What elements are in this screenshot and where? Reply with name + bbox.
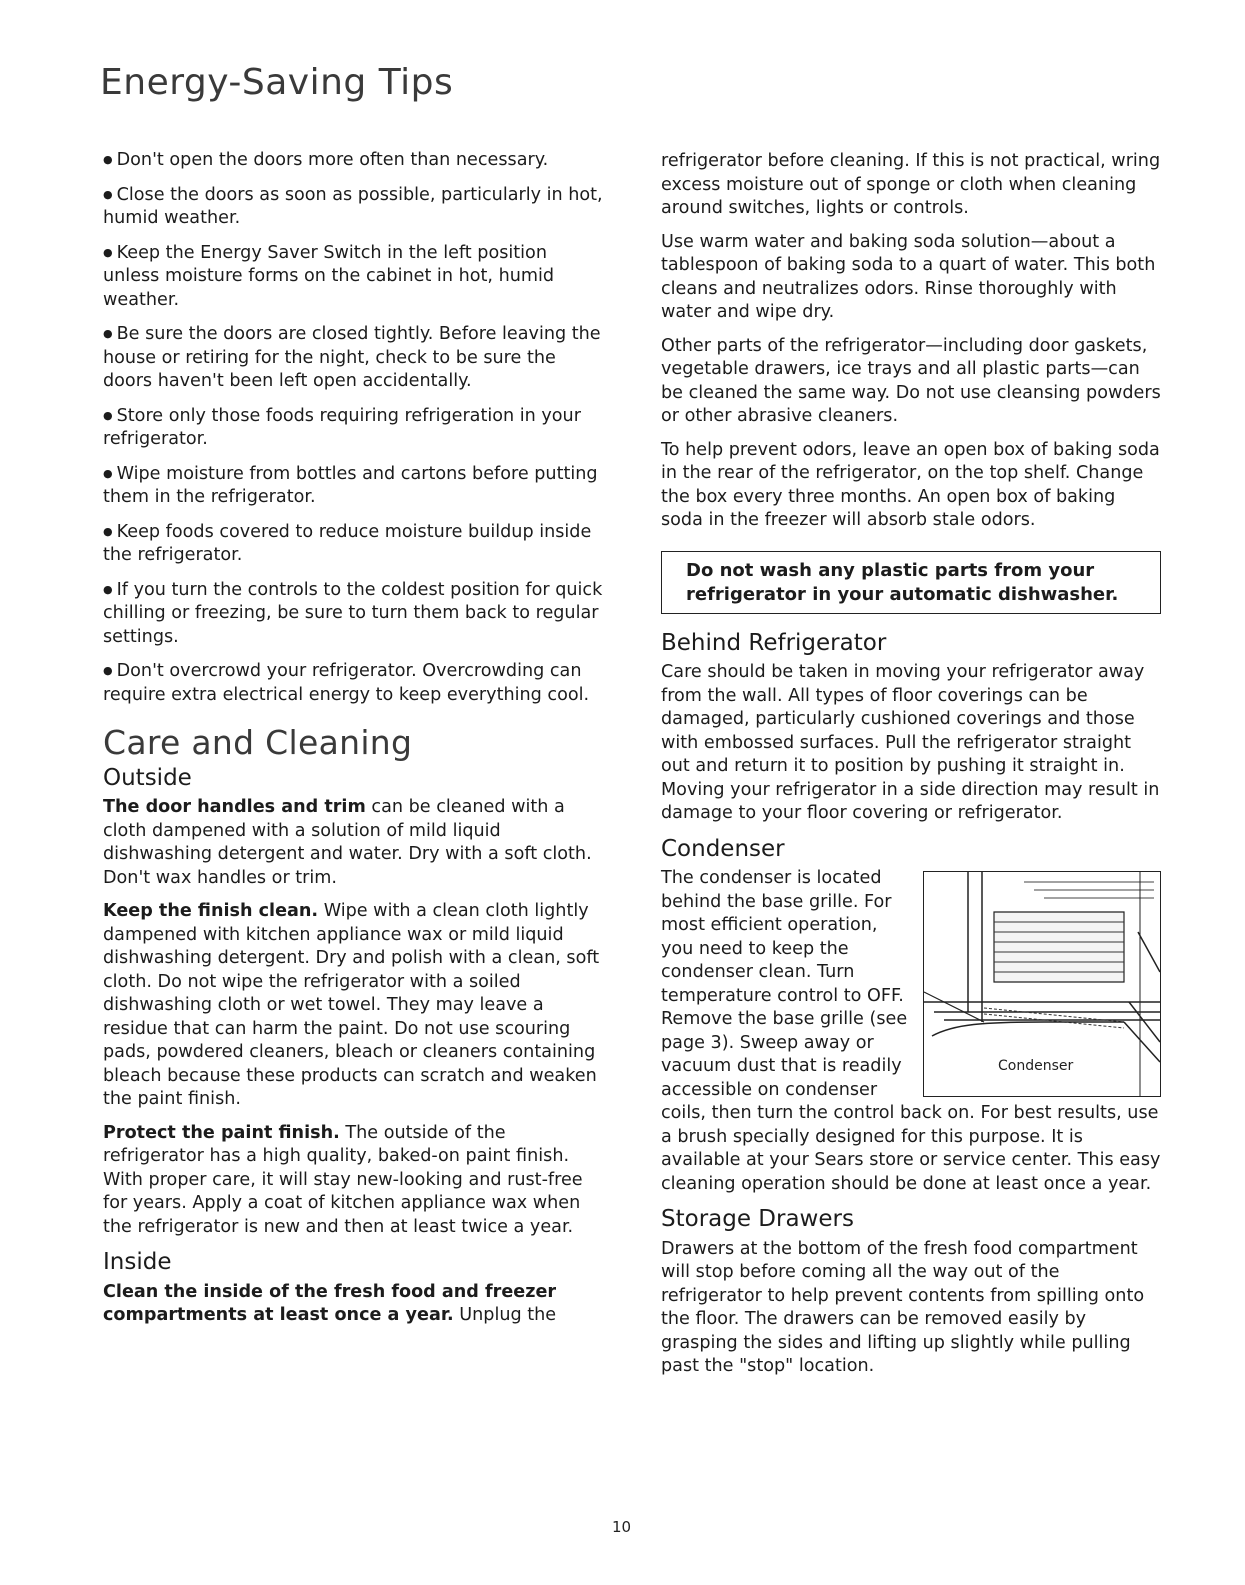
outside-paragraph-handles: The door handles and trim can be cleaned with a cloth dampened with a solution of mild liquid dishwashing detergent and water. Dry with a soft cloth. Don't wax handles or trim. — [103, 797, 592, 888]
left-column — [103, 148, 603, 1338]
page-title: Energy-Saving Tips — [100, 62, 454, 103]
bullet-icon: ● — [103, 466, 113, 480]
list-item: ● Don't overcrowd your refrigerator. Overcrowding can require extra electrical energy to keep everything cool. — [103, 661, 590, 705]
bullet-icon: ● — [103, 582, 113, 596]
bullet-icon: ● — [103, 664, 113, 677]
inside-paragraph-continued: refrigerator before cleaning. If this is not practical, wring excess moisture out of sponge or cloth when cleaning around switches, lights or controls. — [661, 151, 1161, 218]
bullet-icon: ● — [103, 245, 113, 259]
storage-drawers-text: Drawers at the bottom of the fresh food compartment will stop before coming all the way out of the refrigerator to help prevent contents from spilling onto the floor. The drawers can be removed easily by grasping the sides and lifting up slightly while pulling past the "stop" location. — [661, 1238, 1145, 1376]
outside-paragraph-paint: Protect the paint finish. The outside of the refrigerator has a high quality, baked-on paint finish. With proper care, it will stay new-looking and rust-free for years. Apply a coat of kitchen appliance wax when the refrigerator is new and then at least twice a year. — [103, 1122, 583, 1237]
condenser-heading: Condenser — [661, 835, 785, 862]
bullet-icon: ● — [103, 187, 113, 201]
list-item: ● Keep the Energy Saver Switch in the left position unless moisture forms on the cabinet in hot, humid weather. — [103, 242, 555, 310]
dishwasher-warning-box: Do not wash any plastic parts from your refrigerator in your automatic dishwasher. — [661, 551, 1161, 614]
bullet-icon: ● — [103, 327, 113, 340]
inside-paragraph-start: Clean the inside of the fresh food and freezer compartments at least once a year. Unplug the — [103, 1281, 557, 1325]
energy-tips-list — [103, 148, 603, 707]
list-item: ● Wipe moisture from bottles and cartons before putting them in the refrigerator. — [103, 463, 598, 507]
care-cleaning-title: Care and Cleaning — [103, 723, 413, 762]
list-item: ● If you turn the controls to the coldest position for quick chilling or freezing, be sure to turn them back to regular settings. — [103, 579, 603, 647]
outside-paragraph-finish: Keep the finish clean. Wipe with a clean cloth lightly dampened with kitchen appliance wax or mild liquid dishwashing detergent. Dry and polish with a clean, soft cloth. Do not wipe the refrigerator with a soiled dishwashing cloth or wet towel. They may leave a residue that can harm the paint. Do not use scouring pads, powdered cleaners, bleach or cleaners containing bleach because these products can scratch and weaken the paint finish. — [103, 901, 600, 1109]
list-item: ● Store only those foods requiring refrigeration in your refrigerator. — [103, 405, 581, 449]
storage-drawers-heading: Storage Drawers — [661, 1206, 854, 1232]
bullet-icon: ● — [103, 153, 113, 166]
behind-refrigerator-heading: Behind Refrigerator — [661, 629, 887, 656]
bullet-icon: ● — [103, 524, 113, 538]
condenser-figure-label: Condenser — [998, 1057, 1074, 1074]
list-item: ● Close the doors as soon as possible, particularly in hot, humid weather. — [103, 184, 603, 228]
page-number: 10 — [612, 1518, 632, 1536]
condenser-section — [661, 867, 1161, 1196]
inside-heading: Inside — [103, 1249, 172, 1275]
outside-heading: Outside — [103, 764, 192, 791]
condenser-text: The condenser is located behind the base grille. For most efficient operation, you need to keep the condenser clean. Turn temperature control to OFF. Remove the base grille (see page 3). Sweep away or vacuum dust that is readily accessible on condenser coils, then turn the control back on. For best results, use a brush specially designed for this purpose. It is available at your Sears store or service center. This easy cleaning operation should be done at least once a year. — [661, 868, 1161, 1194]
right-column — [661, 150, 1161, 1389]
list-item: ● Don't open the doors more often than necessary. — [103, 150, 549, 170]
behind-refrigerator-text: Care should be taken in moving your refrigerator away from the wall. All types of floor coverings can be damaged, particularly cushioned coverings and those with embossed surfaces. Pull the refrigerator straight out and return it to position by pushing it straight in. Moving your refrigerator in a side direction may result in damage to your floor covering or refrigerator. — [661, 662, 1160, 823]
inside-paragraph-odors: To help prevent odors, leave an open box of baking soda in the rear of the refrigerator, on the top shelf. Change the box every three months. An open box of baking soda in the freezer will absorb stale odors. — [661, 439, 1160, 530]
inside-paragraph-other-parts: Other parts of the refrigerator—including door gaskets, vegetable drawers, ice trays and all plastic parts—can be cleaned the same way. Do not use cleansing powders or other abrasive cleaners. — [661, 335, 1161, 426]
list-item: ● Keep foods covered to reduce moisture buildup inside the refrigerator. — [103, 521, 592, 565]
bullet-icon: ● — [103, 408, 113, 422]
inside-paragraph-solution: Use warm water and baking soda solution—about a tablespoon of baking soda to a quart of water. This both cleans and neutralizes odors. Rinse thoroughly with water and wipe dry. — [661, 231, 1156, 322]
list-item: ● Be sure the doors are closed tightly. Before leaving the house or retiring for the night, check to be sure the doors haven't been left open accidentally. — [103, 324, 601, 391]
condenser-illustration — [923, 871, 1161, 1097]
